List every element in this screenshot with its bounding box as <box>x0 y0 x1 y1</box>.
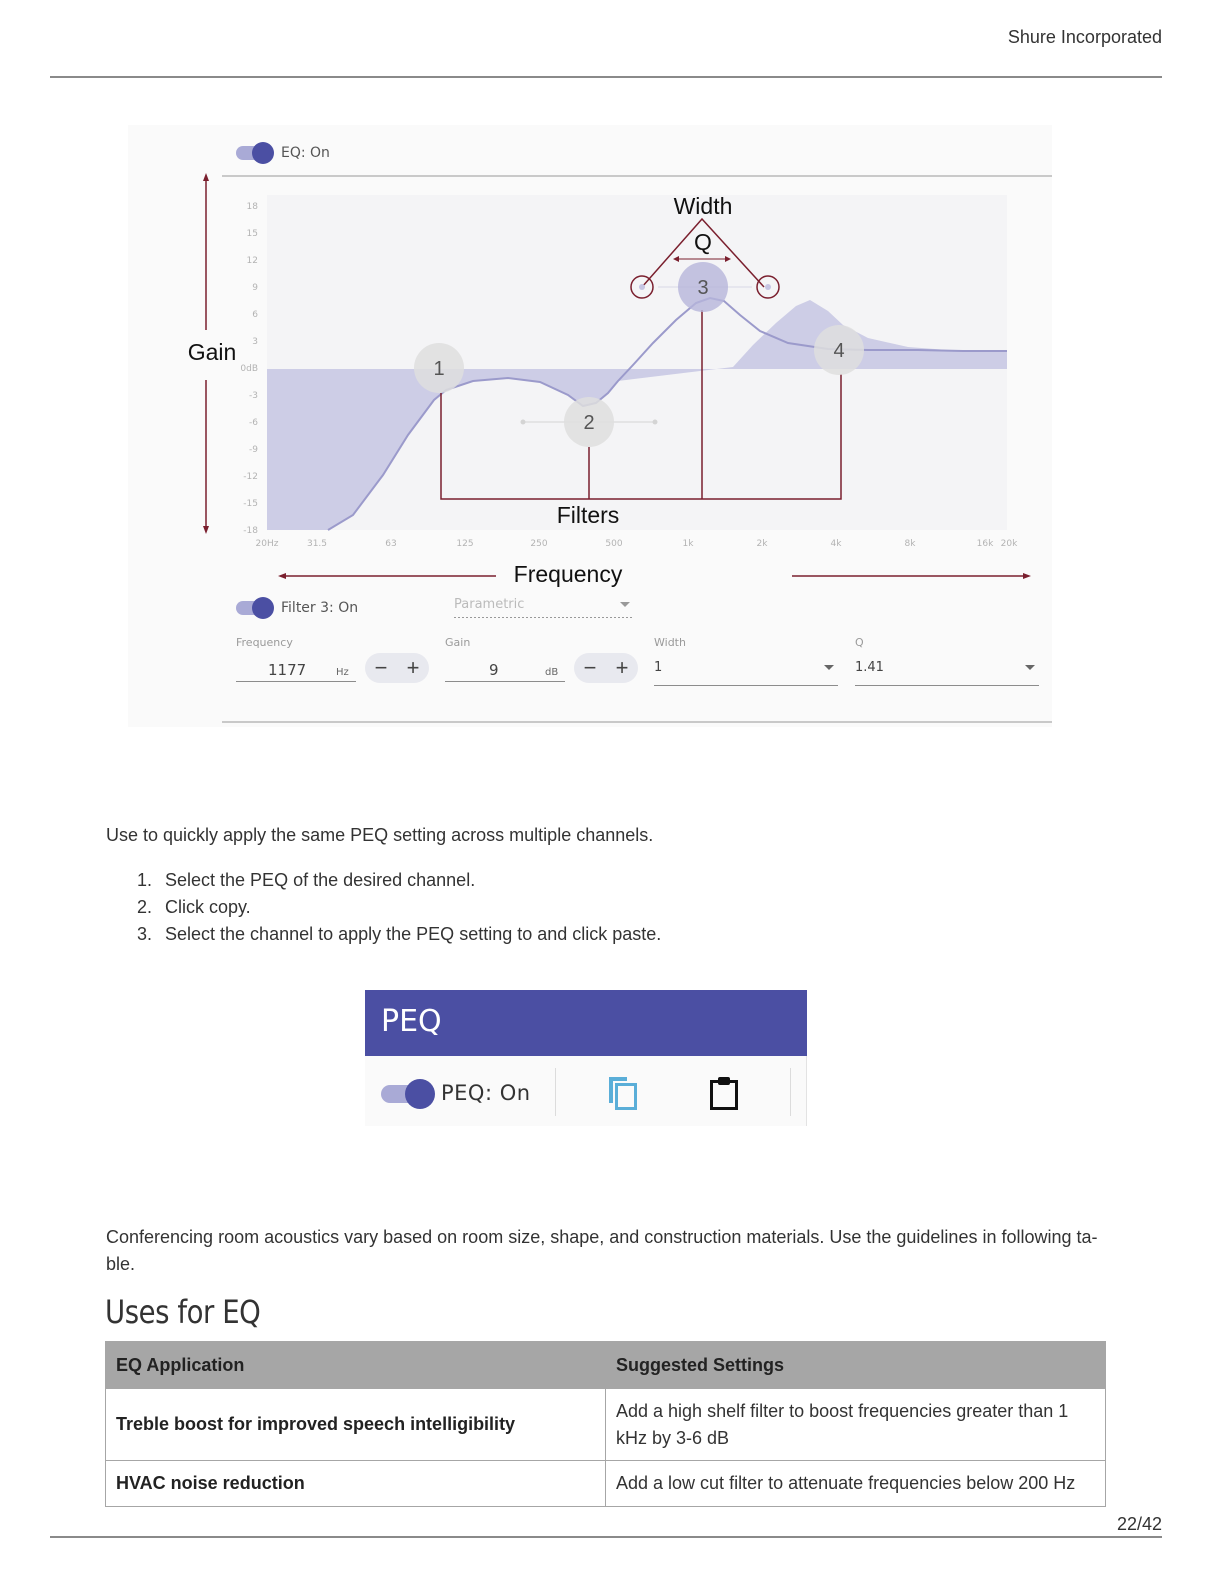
list-item: 3. Select the channel to apply the PEQ setting to and click paste. <box>137 924 662 944</box>
frequency-stepper[interactable] <box>365 653 429 683</box>
peq-widget <box>365 990 807 1126</box>
room-paragraph-line-2: ble. <box>106 1254 136 1274</box>
gain-tick-label: -18 <box>243 526 258 536</box>
filter-label-2: 2 <box>583 412 595 434</box>
chevron-down-icon <box>824 665 834 670</box>
gain-tick-label: 0dB <box>240 364 258 374</box>
width-select[interactable]: 1 <box>654 660 663 675</box>
gain-decrement-button[interactable]: − <box>583 655 597 680</box>
table-header-cell: EQ Application <box>106 1342 606 1389</box>
peq-status-label: PEQ: On <box>441 1081 531 1105</box>
frequency-tick-label: 63 <box>385 539 397 549</box>
width-annotation: Width <box>673 193 733 219</box>
gain-tick-label: 15 <box>246 229 258 239</box>
frequency-tick-label: 20k <box>1000 539 1018 549</box>
company-name: Shure Incorporated <box>1007 27 1162 47</box>
table-cell-application: Treble boost for improved speech intelligibility <box>106 1389 606 1461</box>
header-rule <box>50 76 1162 78</box>
frequency-tick-label: 16k <box>976 539 994 549</box>
gain-tick-label: 18 <box>246 202 258 212</box>
table-row <box>106 1389 1106 1461</box>
intro-paragraph: Use to quickly apply the same PEQ setting across multiple channels. <box>106 825 654 845</box>
frequency-tick-label: 31.5 <box>306 539 328 549</box>
table-row <box>106 1461 1106 1507</box>
gain-label: Gain <box>445 636 471 649</box>
eq-screenshot <box>128 125 1052 727</box>
q-underline <box>855 685 1039 686</box>
gain-tick-label: -9 <box>249 445 258 455</box>
frequency-increment-button[interactable]: + <box>406 655 420 680</box>
filter-toggle-label: Filter 3: On <box>281 600 359 616</box>
frequency-tick-label: 500 <box>605 539 623 549</box>
frequency-tick-label: 20Hz <box>255 539 279 549</box>
width-underline <box>654 685 838 686</box>
peq-toggle[interactable] <box>381 1085 431 1103</box>
gain-tick-label: -3 <box>249 391 258 401</box>
gain-tick-label: 12 <box>246 256 258 266</box>
room-paragraph-line-1: Conferencing room acoustics vary based on room size, shape, and construction materials. Use the guidelines in following ta- <box>106 1227 1098 1247</box>
table-cell-settings: Add a high shelf filter to boost frequencies greater than 1 kHz by 3-6 dB <box>606 1389 1106 1461</box>
divider <box>806 1056 807 1126</box>
frequency-tick-label: 250 <box>530 539 548 549</box>
frequency-tick-label: 2k <box>756 539 768 549</box>
clipboard-icon[interactable] <box>709 1075 739 1111</box>
frequency-tick-label: 125 <box>456 539 474 549</box>
filters-annotation: Filters <box>556 502 620 528</box>
frequency-decrement-button[interactable]: − <box>374 655 388 680</box>
table-header-cell: Suggested Settings <box>606 1342 1106 1389</box>
frequency-annotation: Frequency <box>513 561 623 587</box>
list-item: 2. Click copy. <box>137 897 251 917</box>
gain-unit: dB <box>545 667 559 678</box>
footer-rule <box>50 1536 1162 1538</box>
frequency-label: Frequency <box>236 636 293 649</box>
table-cell-settings: Add a low cut filter to attenuate frequencies below 200 Hz <box>606 1461 1106 1507</box>
gain-tick-label: -6 <box>249 418 258 428</box>
table-cell-application: HVAC noise reduction <box>106 1461 606 1507</box>
peq-title: PEQ <box>381 1004 442 1039</box>
gain-tick-label: 3 <box>252 337 258 347</box>
eq-uses-table <box>105 1341 1106 1507</box>
frequency-input[interactable]: 1177 <box>268 661 307 679</box>
list-item: 1. Select the PEQ of the desired channel. <box>137 870 476 890</box>
q-select[interactable]: 1.41 <box>855 660 884 675</box>
chevron-down-icon <box>1025 665 1035 670</box>
filter-label-3: 3 <box>697 277 709 299</box>
room-paragraph <box>106 1224 1106 1278</box>
frequency-tick-label: 8k <box>904 539 916 549</box>
divider <box>555 1068 556 1116</box>
filter-label-1: 1 <box>433 358 445 380</box>
q-annotation: Q <box>694 229 712 255</box>
gain-tick-label: -12 <box>243 472 258 482</box>
divider <box>790 1068 791 1116</box>
gain-input[interactable]: 9 <box>489 661 499 679</box>
gain-annotation: Gain <box>187 339 237 365</box>
copy-icon[interactable] <box>607 1075 639 1111</box>
gain-tick-label: 9 <box>252 283 258 293</box>
gain-underline <box>445 681 565 682</box>
filter-toggle[interactable] <box>236 601 272 615</box>
eq-toggle-label: EQ: On <box>281 145 330 161</box>
gain-increment-button[interactable]: + <box>615 655 629 680</box>
q-label: Q <box>855 636 864 649</box>
eq-toggle[interactable] <box>236 146 272 160</box>
gain-tick-label: -15 <box>243 499 258 509</box>
page-number: 22/42 <box>1116 1514 1162 1534</box>
chevron-down-icon <box>620 602 630 607</box>
gain-tick-label: 6 <box>252 310 258 320</box>
frequency-underline <box>236 681 356 682</box>
frequency-tick-label: 4k <box>830 539 842 549</box>
frequency-unit: Hz <box>336 667 349 678</box>
peq-header <box>365 990 807 1056</box>
filter-label-4: 4 <box>833 340 845 362</box>
frequency-tick-label: 1k <box>682 539 694 549</box>
table-header-row <box>106 1342 1106 1389</box>
gain-stepper[interactable] <box>574 653 638 683</box>
section-title: Uses for EQ <box>105 1293 261 1331</box>
filter-type-select[interactable]: Parametric <box>454 597 525 612</box>
width-label: Width <box>654 636 686 649</box>
filter-type-underline <box>454 617 632 618</box>
steps-list <box>137 867 661 948</box>
